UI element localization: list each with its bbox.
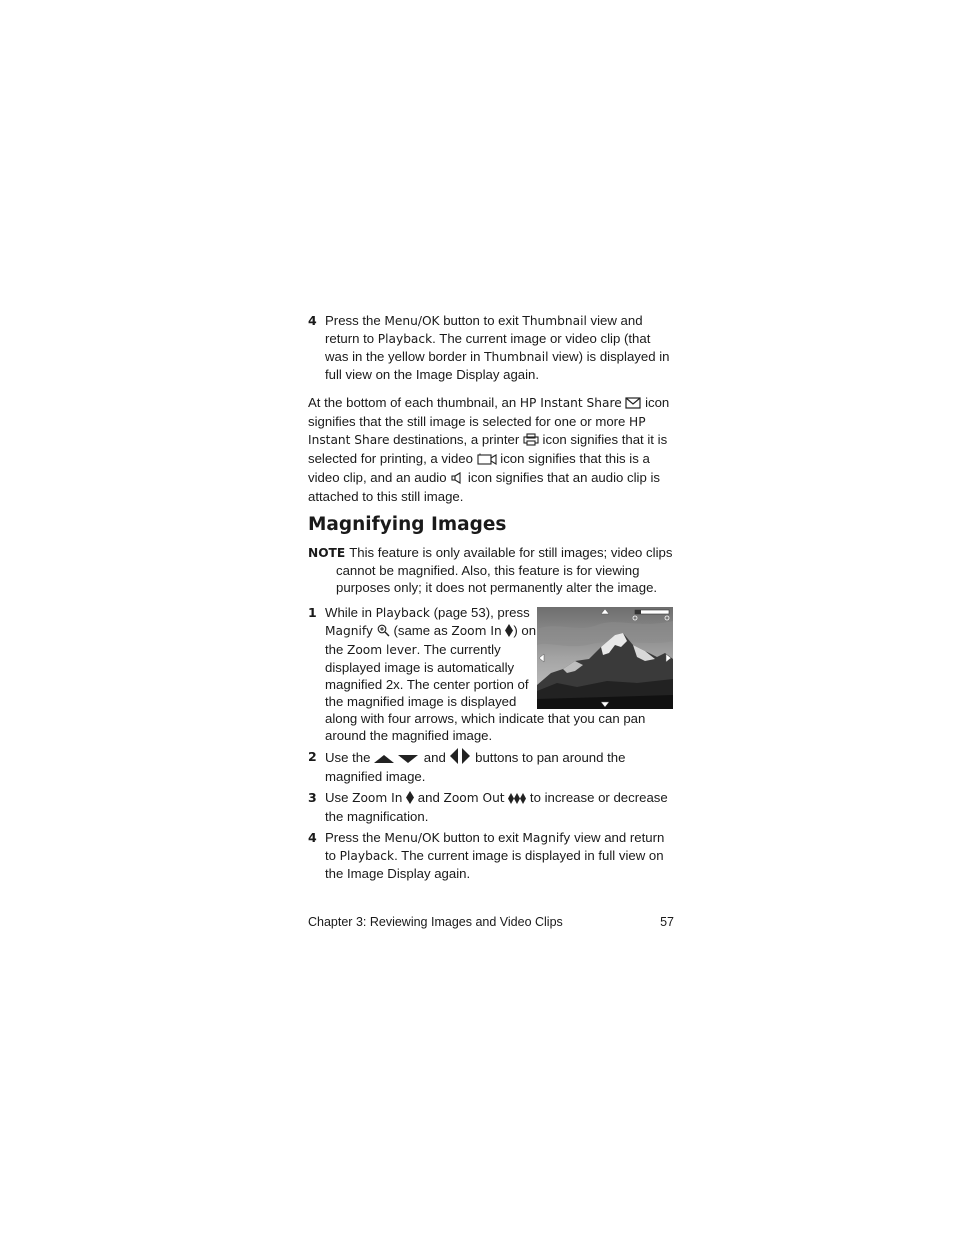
note-text: This feature is only available for still images; video clips cannot be magnified. Also, this feature is for viewing purposes only; it does not permanently alter the image.: [336, 545, 673, 595]
ui-term: Playback: [339, 849, 395, 863]
ui-term: Thumbnail: [522, 314, 587, 328]
left-right-arrows-icon: [449, 748, 471, 768]
ui-term: HP Instant Share: [519, 396, 622, 410]
zoom-out-icon: [508, 791, 526, 808]
step-number: 2: [308, 749, 317, 764]
ui-term: Thumbnail: [484, 350, 549, 364]
ui-term: Zoom lever: [347, 643, 417, 657]
ui-term: Zoom In: [352, 791, 403, 805]
step-4-exit-thumbnail: 4 Press the Menu/OK button to exit Thumbnail view and return to Playback. The current image or video clip (that was in the yellow border in Thumbnail view) is displayed in full view on the Image Display again.: [308, 313, 670, 382]
ui-term: Playback: [375, 606, 430, 620]
step-number: 3: [308, 790, 317, 805]
ui-term: Menu/OK: [384, 314, 440, 328]
magnified-mountain-photo: [537, 607, 673, 709]
step-4-exit-magnify: 4 Press the Menu/OK button to exit Magnify view and return to Playback. The current image is displayed in full view on the Image Display again.: [308, 830, 665, 881]
up-down-arrows-icon: [374, 751, 420, 768]
page-footer: [308, 915, 674, 929]
ui-term: Magnify: [325, 624, 374, 638]
audio-icon: [450, 471, 464, 488]
video-icon: [477, 452, 497, 469]
note-label: NOTE: [308, 546, 346, 560]
ui-term: Magnify: [522, 831, 571, 845]
step-number: 4: [308, 313, 317, 328]
ui-term: HP Instant Share: [308, 415, 646, 447]
section-heading: Magnifying Images: [308, 514, 507, 535]
step-2-pan: 2 Use the and buttons to pan around the magnified image.: [308, 749, 626, 784]
step-number: 1: [308, 605, 317, 620]
magnify-icon: [377, 624, 390, 641]
envelope-icon: [625, 396, 641, 413]
ui-term: Zoom In: [451, 624, 502, 638]
ui-term: Menu/OK: [384, 831, 440, 845]
ui-term: Playback: [377, 332, 433, 346]
ui-term: Zoom Out: [443, 791, 505, 805]
page-number: 57: [660, 915, 674, 929]
page-content: [308, 312, 673, 882]
step-number: 4: [308, 830, 317, 845]
thumbnail-icons-paragraph: At the bottom of each thumbnail, an HP Instant Share icon signifies that the still image is selected for one or more HP Instant Share destinations, a printer icon signifies that it is selected for printing, a video icon signifies that this is a video clip, and an audio icon signifies that an audio clip is attached to this still image.: [308, 395, 670, 504]
note: [308, 544, 673, 596]
zoom-in-icon: [406, 791, 414, 808]
step-1-magnify: 1 While in Playback (page 53), press Magnify (same as Zoom In ) on the Zoom lever. The currently displayed image is automatically magnified 2x. The center portion of the magnified image is displayed along with four arrows, which indicate that you can pan around the magnified image.: [308, 605, 646, 743]
step-3-zoom: 3 Use Zoom In and Zoom Out to increase or decrease the magnification.: [308, 790, 668, 824]
printer-icon: [523, 433, 539, 450]
chapter-title: Chapter 3: Reviewing Images and Video Clips: [308, 915, 563, 929]
